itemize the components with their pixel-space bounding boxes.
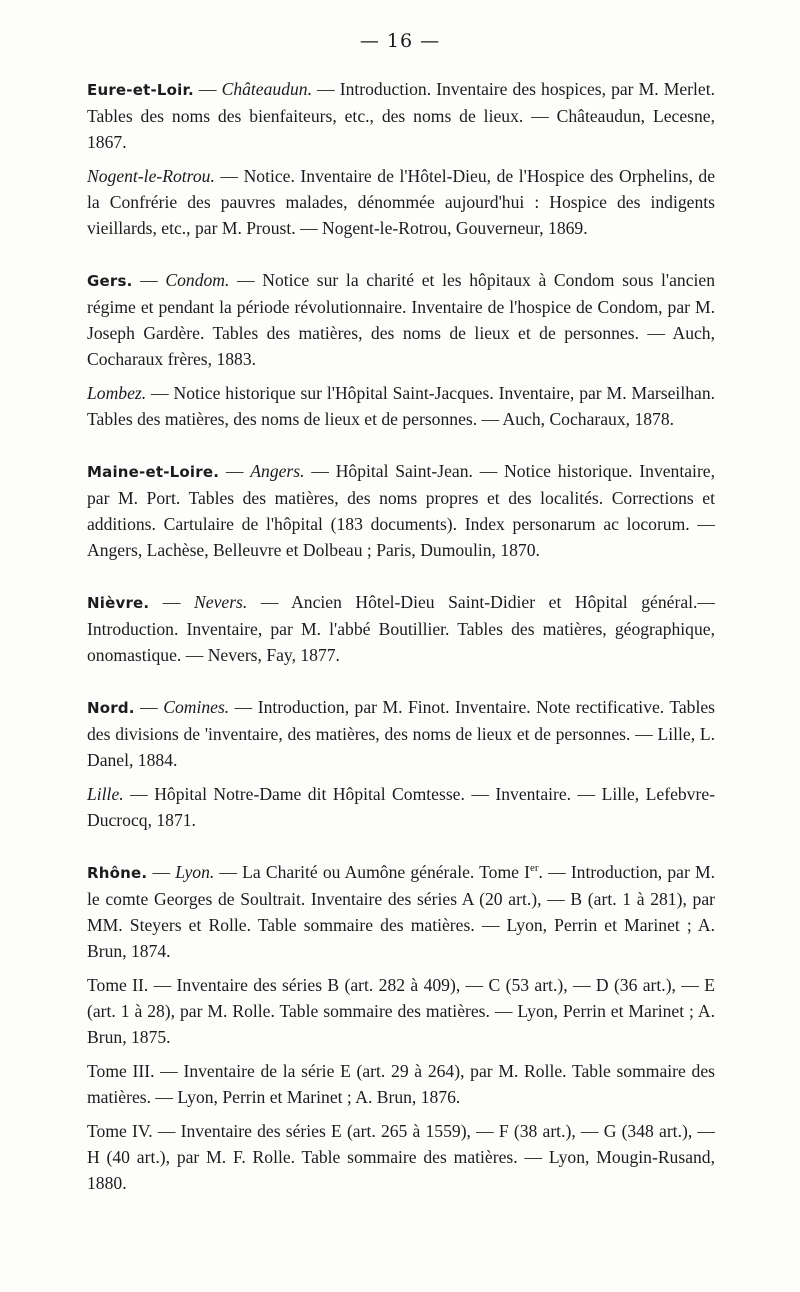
superscript: er — [529, 862, 539, 875]
entry-nevers: Nièvre. — Nevers. — Ancien Hôtel-Dieu Saint-Didier et Hôpital général.— Introduction. Inventaire, par M. l'abbé Boutillier. Tables des matières, géographique, onomastique. — Nevers, Fay, 1877. — [87, 592, 716, 665]
entry-text: Tome III. — Inventaire de la série E (art. 29 à 264), par M. Rolle. Table sommaire des matières. — Lyon, Perrin et Marinet ; A. Brun, 1876. — [87, 1061, 715, 1107]
city-name: Nogent-le-Rotrou. — [87, 166, 215, 186]
entry-lyon-tome-2 — [87, 972, 715, 1050]
entry-lyon-tome-4 — [87, 1118, 715, 1196]
entry-text: Notice sur la charité et les hôpitaux à Condom sous l'ancien régime et pendant la période révolutionnaire. Inventaire de l'hospice de Condom, par M. Joseph Gardère. Tables des matières, des noms de lieux et de personnes. — Auch, Cocharaux frères, 1883. — [87, 270, 716, 369]
entry-text: La Charité ou Aumône générale. Tome I — [242, 862, 530, 882]
city-name: Châteaudun. — [221, 79, 312, 99]
department-heading: Maine-et-Loire. — [87, 463, 220, 481]
entry-lyon: Rhône. — Lyon. — La Charité ou Aumône générale. Tome Ier. — Introduction, par M. le comte Georges de Soultrait. Inventaire des séries A (20 art.), — B (art. 1 à 281), par MM. Steyers et Rolle. Table sommaire des matières. — Lyon, Perrin et Marinet ; A. Brun, 1874. — [87, 862, 715, 961]
entry-text: Introduction, par M. Finot. Inventaire. Note rectificative. Tables des divisions de 'inventaire, des matières, des noms de lieux et de personnes. — Lille, L. Danel, 1884. — [87, 697, 716, 770]
entry-text: Introduction. Inventaire des hospices, par M. Merlet. Tables des noms des bienfaiteurs, etc., des noms de lieux. — Châteaudun, Lecesne, 1867. — [87, 79, 716, 152]
city-name: Lyon. — [175, 862, 215, 882]
entry-text: Hôpital Saint-Jean. — Notice historique. Inventaire, par M. Port. Tables des matières, des noms propres et des localités. Corrections et additions. Cartulaire de l'hôpital (183 documents). Index personarum ac locorum. — Angers, Lachèse, Belleuvre et Dolbeau ; Paris, Dumoulin, 1870. — [87, 461, 716, 560]
entry-comines: Nord. — Comines. — Introduction, par M. Finot. Inventaire. Note rectificative. Tables des divisions de 'inventaire, des matières, des noms de lieux et de personnes. — Lille, L. Danel, 1884. — [87, 697, 716, 770]
entry-text: Tome II. — Inventaire des séries B (art. 282 à 409), — C (53 art.), — D (36 art.), — E (art. 1 à 28), par M. Rolle. Table sommaire des matières. — Lyon, Perrin et Marinet ; A. Brun, 1875. — [87, 975, 715, 1047]
entry-angers: Maine-et-Loire. — Angers. — Hôpital Saint-Jean. — Notice historique. Inventaire, par M. Port. Tables des matières, des noms propres et des localités. Corrections et additions. Cartulaire de l'hôpital (183 documents). Index personarum ac locorum. — Angers, Lachèse, Belleuvre et Dolbeau ; Paris, Dumoulin, 1870. — [87, 461, 716, 560]
department-heading: Eure-et-Loir. — [87, 81, 194, 99]
entry-nogent-le-rotrou: Nogent-le-Rotrou. — Notice. Inventaire de l'Hôtel-Dieu, de l'Hospice des Orphelins, de la Confrérie des pauvres malades, dénommée aujourd'hui : Hospice des indigents vieillards, etc., par M. Proust. — Nogent-le-Rotrou, Gouverneur, 1869. — [87, 166, 716, 238]
department-heading: Nièvre. — [87, 594, 150, 612]
city-name: Angers. — [250, 461, 305, 481]
entry-lille: Lille. — Hôpital Notre-Dame dit Hôpital Comtesse. — Inventaire. — Lille, Lefebvre-Ducrocq, 1871. — [87, 784, 716, 830]
entry-chateaudun: Eure-et-Loir. — Châteaudun. — Introduction. Inventaire des hospices, par M. Merlet. Tables des noms des bienfaiteurs, etc., des noms de lieux. — Châteaudun, Lecesne, 1867. — [87, 79, 716, 152]
department-heading: Gers. — [87, 272, 133, 290]
entry-lyon-tome-3 — [87, 1058, 715, 1110]
entry-lombez: Lombez. — Notice historique sur l'Hôpital Saint-Jacques. Inventaire, par M. Marseilhan. Tables des matières, des noms de lieux et de personnes. — Auch, Cocharaux, 1878. — [87, 383, 716, 429]
entry-text: . — Introduction, par M. le comte Georges de Soultrait. Inventaire des séries A (20 art.), — B (art. 1 à 281), par MM. Steyers et Rolle. Table sommaire des matières. — Lyon, Perrin et Marinet ; A. Brun, 1874. — [87, 862, 715, 961]
entry-text: Hôpital Notre-Dame dit Hôpital Comtesse. — Inventaire. — Lille, Lefebvre-Ducrocq, 1871. — [87, 784, 716, 830]
department-heading: Nord. — [87, 699, 135, 717]
city-name: Nevers. — [194, 592, 248, 612]
department-heading: Rhône. — [87, 864, 148, 882]
page-number: — 16 — — [359, 30, 441, 52]
entry-text: Notice. Inventaire de l'Hôtel-Dieu, de l'Hospice des Orphelins, de la Confrérie des pauvres malades, dénommée aujourd'hui : Hospice des indigents vieillards, etc., par M. Proust. — Nogent-le-Rotrou, Gouverneur, 1869. — [87, 166, 716, 238]
entry-text: Tome IV. — Inventaire des séries E (art. 265 à 1559), — F (38 art.), — G (348 art.), — H (40 art.), par M. F. Rolle. Table sommaire des matières. — Lyon, Mougin-Rusand, 1880. — [87, 1121, 715, 1193]
entry-condom: Gers. — Condom. — Notice sur la charité et les hôpitaux à Condom sous l'ancien régime et pendant la période révolutionnaire. Inventaire de l'hospice de Condom, par M. Joseph Gardère. Tables des matières, des noms de lieux et de personnes. — Auch, Cocharaux frères, 1883. — [87, 270, 716, 369]
city-name: Lombez. — [87, 383, 147, 403]
entry-text: Notice historique sur l'Hôpital Saint-Jacques. Inventaire, par M. Marseilhan. Tables des matières, des noms de lieux et de personnes. — Auch, Cocharaux, 1878. — [87, 383, 716, 429]
entry-text: Ancien Hôtel-Dieu Saint-Didier et Hôpital général.— Introduction. Inventaire, par M. l'abbé Boutillier. Tables des matières, géographique, onomastique. — Nevers, Fay, 1877. — [87, 592, 716, 665]
bibliography-text — [87, 76, 715, 1196]
city-name: Condom. — [165, 270, 230, 290]
city-name: Lille. — [87, 784, 124, 804]
city-name: Comines. — [163, 697, 230, 717]
